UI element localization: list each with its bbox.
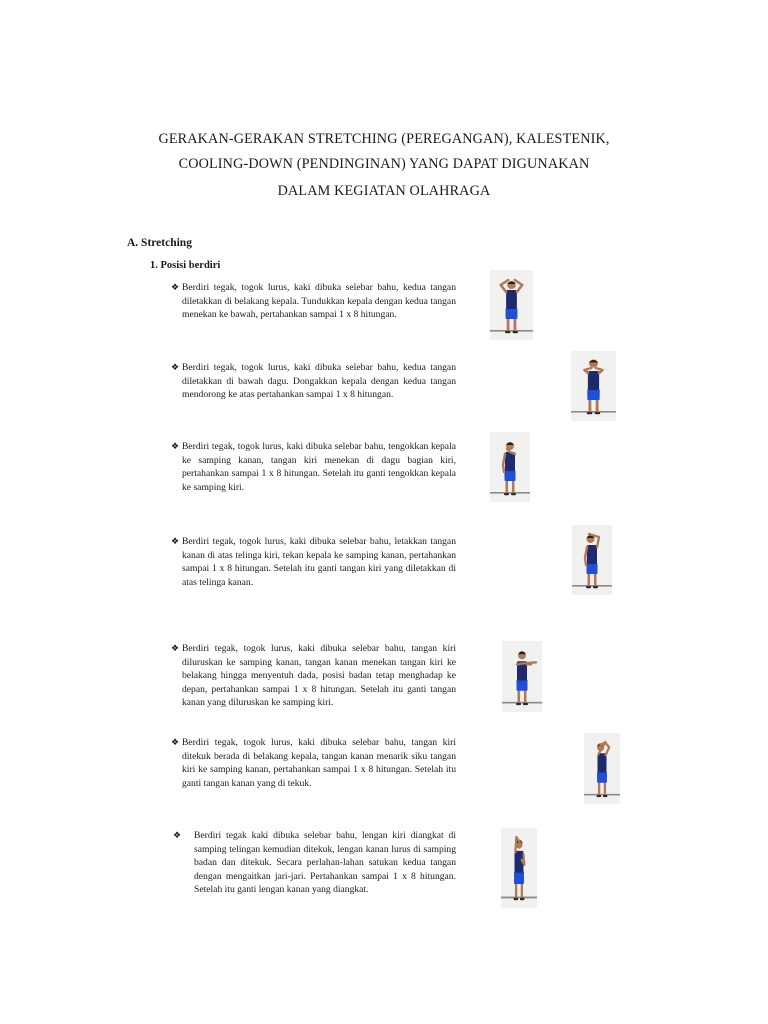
left-leg xyxy=(507,318,510,332)
exercise-photo xyxy=(490,432,530,502)
diamond-bullet-icon: ❖ xyxy=(171,536,180,546)
floor-line xyxy=(490,492,530,494)
exercise-item xyxy=(171,440,456,494)
exercise-text: Berdiri tegak, togok lurus, kaki dibuka selebar bahu, kedua tangan diletakkan di belakang kepala. Tundukkan kepala dengan kedua tangan menekan ke bawah, pertahankan sampai 1 x 8 hitungan. xyxy=(182,282,456,320)
document-title-line-3: DALAM KEGIATAN OLAHRAGA xyxy=(277,183,491,199)
exercise-photo xyxy=(490,270,533,340)
shorts xyxy=(587,389,599,400)
left-shoe xyxy=(504,493,509,495)
exercise-text: Berdiri tegak, togok lurus, kaki dibuka selebar bahu, tangan kiri ditekuk berada di belakang kepala, tangan kanan menarik siku tangan kiri ke samping kanan, pertahankan sampai 1 x 8 hitungan. Setelah itu ganti tangan kanan yang di tekuk. xyxy=(182,737,456,789)
exercise-text: Berdiri tegak, togok lurus, kaki dibuka selebar bahu, tengokkan kepala ke samping kanan, tangan kiri menekan di dagu bagian kiri, pertahankan sampai 1 x 8 hitungan. Setelah itu ganti tengokkan kepala ke samping kiri. xyxy=(182,441,456,493)
shorts xyxy=(506,308,518,319)
left-shoe xyxy=(587,412,593,414)
athlete-photo-graphic xyxy=(501,828,537,908)
torso-shirt xyxy=(587,545,597,564)
subsection-heading-posisi-berdiri: 1. Posisi berdiri xyxy=(150,260,221,271)
document-title-line-2: COOLING-DOWN (PENDINGINAN) YANG DAPAT DIGUNAKAN xyxy=(178,156,590,172)
diamond-bullet-icon: ❖ xyxy=(173,830,182,840)
left-leg xyxy=(506,480,509,494)
right-shoe xyxy=(603,795,608,797)
diamond-bullet-icon: ❖ xyxy=(171,643,180,653)
athlete-photo-graphic xyxy=(502,641,542,712)
athlete-photo-graphic xyxy=(572,525,612,595)
exercise-item xyxy=(173,829,456,897)
floor-line xyxy=(572,585,612,587)
right-shoe xyxy=(511,493,516,495)
exercise-photo xyxy=(502,641,542,712)
left-leg xyxy=(518,690,521,704)
right-leg xyxy=(521,883,523,899)
left-shoe xyxy=(514,898,519,901)
exercise-item xyxy=(171,642,456,710)
shorts xyxy=(597,772,607,783)
athlete-photo-graphic xyxy=(490,432,530,502)
section-heading-stretching: A. Stretching xyxy=(127,237,192,249)
torso-shirt xyxy=(506,290,517,309)
floor-line xyxy=(490,330,533,332)
diamond-bullet-icon: ❖ xyxy=(171,362,180,372)
torso-shirt xyxy=(588,371,599,390)
right-leg xyxy=(524,690,527,704)
exercise-item xyxy=(171,281,456,322)
left-leg xyxy=(515,883,517,899)
shorts xyxy=(587,563,598,574)
shorts xyxy=(514,871,524,884)
right-shoe xyxy=(593,586,598,588)
right-leg xyxy=(596,399,599,413)
exercise-photo xyxy=(584,733,620,804)
shorts xyxy=(517,680,528,691)
left-shoe xyxy=(597,795,602,797)
floor-line xyxy=(501,897,537,899)
right-shoe xyxy=(523,703,528,705)
exercise-text: Berdiri tegak, togok lurus, kaki dibuka selebar bahu, tangan kiri diluruskan ke samping kanan, tangan kanan menekan tangan kiri ke belakang hingga menyentuh dada, posisi badan tetap menghadap ke depan, pertahankan sampai 1 x 8 hitungan. Setelah itu ganti tangan kanan yang diluruskan ke samping kiri. xyxy=(182,643,456,708)
right-shoe xyxy=(520,898,525,901)
document-title-line-1: GERAKAN-GERAKAN STRETCHING (PEREGANGAN), KALESTENIK, xyxy=(158,131,610,147)
right-leg xyxy=(512,480,515,494)
left-leg xyxy=(588,573,591,587)
exercise-text: Berdiri tegak, togok lurus, kaki dibuka selebar bahu, letakkan tangan kanan di atas telinga kiri, tekan kepala ke samping kanan, pertahankan sampai 1 x 8 hitungan. Setelah itu ganti tangan kiri yang diletakkan di atas telinga kanan. xyxy=(182,536,456,588)
right-arm xyxy=(527,663,531,664)
left-shoe xyxy=(586,586,591,588)
diamond-bullet-icon: ❖ xyxy=(171,737,180,747)
diamond-bullet-icon: ❖ xyxy=(171,282,180,292)
exercise-photo xyxy=(572,525,612,595)
right-shoe xyxy=(595,412,601,414)
floor-line xyxy=(571,411,616,413)
exercise-item xyxy=(171,535,456,589)
right-leg xyxy=(514,318,517,332)
shorts xyxy=(505,470,516,481)
diamond-bullet-icon: ❖ xyxy=(171,441,180,451)
athlete-photo-graphic xyxy=(571,351,616,421)
left-shoe xyxy=(516,703,521,705)
exercise-photo xyxy=(501,828,537,908)
right-shoe xyxy=(513,331,518,333)
athlete-photo-graphic xyxy=(490,270,533,340)
right-leg xyxy=(604,782,606,796)
exercise-text: Berdiri tegak kaki dibuka selebar bahu, lengan kiri diangkat di samping telingan kemudian ditekuk, lengan kanan lurus di samping badan dan ditekuk. Secara perlahan-lahan satukan kedua tangan dengan mengaitkan jari-jari. Pertahankan sampai 1 x 8 hitungan. Setelah itu ganti lengan kanan yang diangkat. xyxy=(194,830,456,895)
floor-line xyxy=(584,794,620,796)
exercise-photo xyxy=(571,351,616,421)
exercise-item xyxy=(171,736,456,790)
torso-shirt xyxy=(505,452,515,471)
right-leg xyxy=(594,573,597,587)
exercise-text: Berdiri tegak, togok lurus, kaki dibuka selebar bahu, kedua tangan diletakkan di bawah dagu. Dongakkan kepala dengan kedua tangan mendorong ke atas pertahankan sampai 1 x 8 hitungan. xyxy=(182,362,456,400)
exercise-item xyxy=(171,361,456,402)
left-leg xyxy=(588,399,591,413)
floor-line xyxy=(502,702,542,704)
left-shoe xyxy=(505,331,510,333)
athlete-photo-graphic xyxy=(584,733,620,804)
left-leg xyxy=(598,782,600,796)
